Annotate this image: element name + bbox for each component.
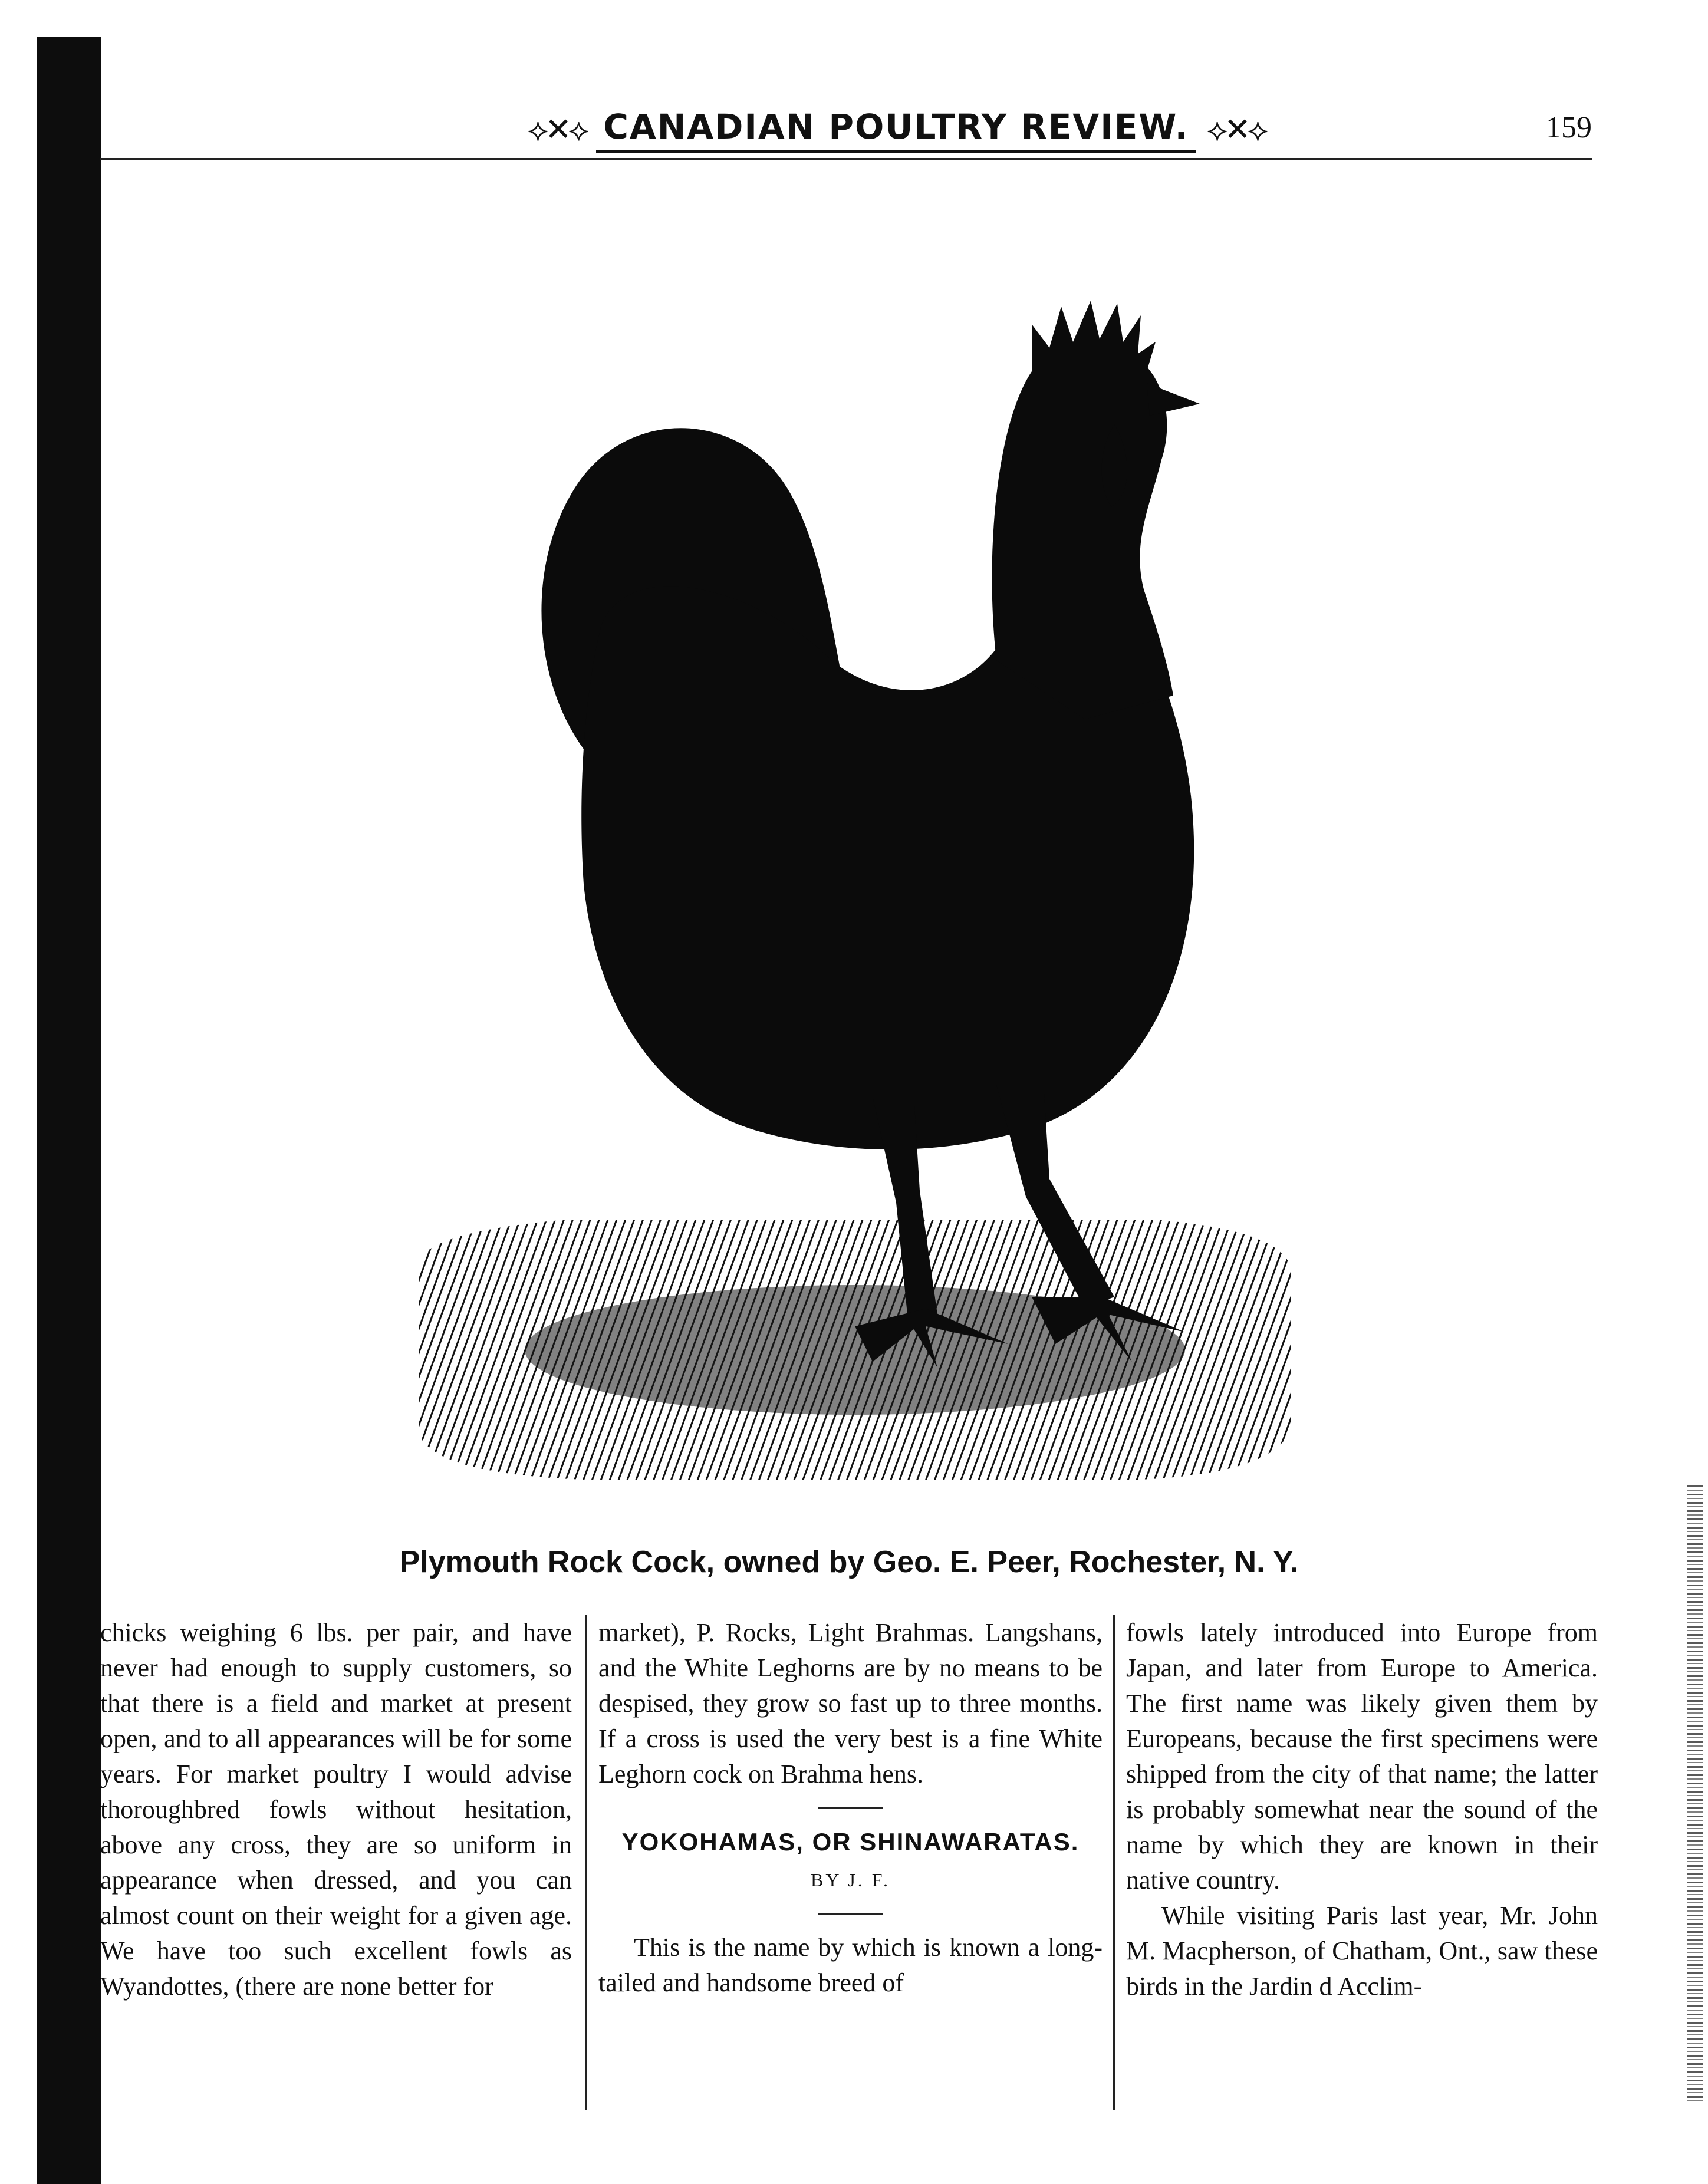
page-number: 159 [1546,111,1592,144]
column-divider [1113,1615,1115,2110]
rooster-silhouette-icon [407,177,1303,1527]
scan-binding-edge [37,37,101,2184]
scan-right-edge [1687,1485,1703,2104]
figure-caption: Plymouth Rock Cock, owned by Geo. E. Peer, Rochester, N. Y. [399,1545,1299,1579]
article-columns [100,1615,1598,2122]
masthead-title: CANADIAN POULTRY REVIEW. [596,107,1196,153]
ornament-left-icon: ⟡✕⟡ [527,111,586,148]
column-3-text-top: fowls lately introduced into Europe from Japan, and later from Europe to America. The first name was likely given them by Europeans, because the first specimens were shipped from the city of that name; the latter is probably somewhat near the sound of the name by which they are known in their native country. [1126,1618,1598,1895]
column-1 [100,1615,572,2110]
column-3-text-bottom: While visiting Paris last year, Mr. John M. Macpherson, of Chatham, Ont., saw these birds in the Jardin d Acclim- [1126,1901,1598,2001]
column-1-text: chicks weighing 6 lbs. per pair, and have never had enough to supply customers, so that there is a field and market at present open, and to all appearances will be for some years. For market poultry I would advise thoroughbred fowls without hesitation, above any cross, they are so uniform in appearance when dressed, and you can almost count on their weight for a given age. We have too such excellent fowls as Wyandottes, (there are none better for [100,1618,572,2001]
ornament-right-icon: ⟡✕⟡ [1206,111,1265,148]
header-rule [100,158,1592,160]
beak [1147,383,1200,416]
section-rule [818,1913,883,1915]
column-divider [585,1615,587,2110]
article-title: YOKOHAMAS, OR SHINAWARATAS. [621,1828,1080,1856]
column-3 [1126,1615,1598,2110]
page-header [100,97,1598,168]
article-byline: BY J. F. [811,1869,890,1890]
comb [1032,301,1156,371]
masthead [527,103,1265,156]
neck [992,342,1174,719]
section-rule [818,1807,883,1809]
rooster-illustration [407,177,1303,1527]
column-2-text-bottom: This is the name by which is known a long-tailed and handsome breed of [598,1933,1103,1997]
column-2-text-top: market), P. Rocks, Light Brahmas. Langshans, and the White Leghorns are by no means to be despised, they grow so fast up to three months. If a cross is used the very best is a fine White Leghorn cock on Brahma hens. [598,1618,1103,1788]
column-2 [598,1615,1103,2110]
